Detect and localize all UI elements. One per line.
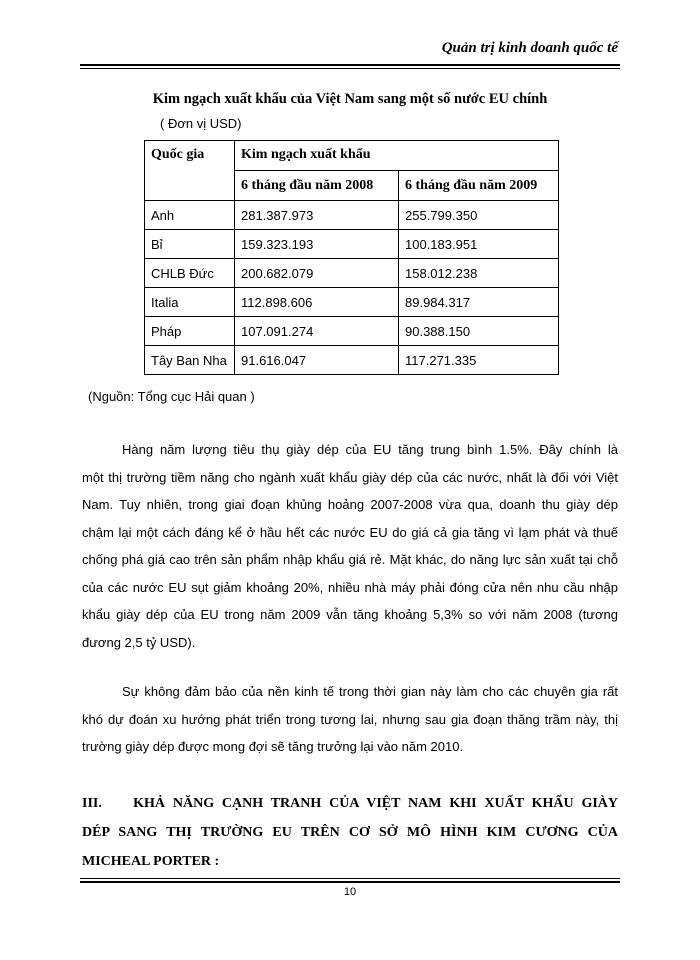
body-paragraph <box>82 678 618 761</box>
table-row <box>145 201 559 230</box>
header-rule-thin <box>80 68 620 69</box>
section-heading <box>82 789 618 876</box>
cell-country: Italia <box>145 288 235 317</box>
footer-rule <box>80 881 620 883</box>
paragraph-line: đương 2,5 tỷ USD). <box>82 634 196 650</box>
table-row <box>145 346 559 375</box>
header-2008: 6 tháng đầu năm 2008 <box>235 171 399 201</box>
cell-2009: 255.799.350 <box>399 201 559 230</box>
cell-country: CHLB Đức <box>145 259 235 288</box>
header-rule <box>80 64 620 66</box>
header-export-value: Kim ngạch xuất khẩu <box>235 141 559 171</box>
cell-2008: 112.898.606 <box>235 288 399 317</box>
cell-country: Bỉ <box>145 230 235 259</box>
cell-country: Pháp <box>145 317 235 346</box>
cell-country: Anh <box>145 201 235 230</box>
header-country: Quốc gia <box>145 141 235 201</box>
cell-2009: 90.388.150 <box>399 317 559 346</box>
running-header: Quản trị kinh doanh quốc tế <box>441 40 618 56</box>
header-2009: 6 tháng đầu năm 2009 <box>399 171 559 201</box>
paragraph-line: một thị trường tiềm năng cho ngành xuất khẩu giày dép của các nước, nhất là đối với Việt <box>82 469 618 485</box>
paragraph-line: chậm lại một cách đáng kể ở hầu hết các nước EU do giá cả gia tăng vì lạm phát và thuế <box>82 524 618 540</box>
cell-2009: 100.183.951 <box>399 230 559 259</box>
footer-rule-thin <box>80 878 620 879</box>
table-title: Kim ngạch xuất khẩu của Việt Nam sang một số nước EU chính <box>152 91 548 107</box>
paragraph-line: Nam. Tuy nhiên, trong giai đoạn khủng hoảng 2007-2008 vừa qua, doanh thu giày dép <box>82 497 618 512</box>
unit-note: ( Đơn vị USD) <box>160 116 242 131</box>
cell-2009: 158.012.238 <box>399 259 559 288</box>
cell-2008: 107.091.274 <box>235 317 399 346</box>
paragraph-line: Hàng năm lượng tiêu thụ giày dép của EU tăng trung bình 1.5%. Đây chính là <box>122 442 618 457</box>
paragraph-line: của các nước EU sụt giảm khoảng 20%, nhiều nhà máy phải đóng cửa nên nhu cầu nhập <box>82 579 618 595</box>
cell-2008: 281.387.973 <box>235 201 399 230</box>
paragraph-line: chống phá giá cao trên sản phẩm nhập khẩu giá rẻ. Mặt khác, do năng lực sản xuất tại chỗ <box>82 552 618 567</box>
table-row <box>145 230 559 259</box>
source-note: (Nguồn: Tổng cục Hải quan ) <box>88 389 255 404</box>
heading-line: III. KHẢ NĂNG CẠNH TRANH CỦA VIỆT NAM KHI XUẤT KHẨU GIÀY <box>82 796 618 811</box>
cell-2009: 117.271.335 <box>399 346 559 375</box>
cell-2008: 159.323.193 <box>235 230 399 259</box>
paragraph-line: Sự không đảm bảo của nền kinh tế trong thời gian này làm cho các chuyên gia rất <box>122 684 618 699</box>
body-paragraph <box>82 436 618 656</box>
cell-2009: 89.984.317 <box>399 288 559 317</box>
table-row <box>145 259 559 288</box>
paragraph-line: khó dự đoán xu hướng phát triển trong tương lai, nhưng sau gia đoạn thăng trầm này, thị <box>82 711 618 727</box>
cell-country: Tây Ban Nha <box>145 346 235 375</box>
cell-2008: 200.682.079 <box>235 259 399 288</box>
table-row <box>145 288 559 317</box>
table-row <box>145 317 559 346</box>
paragraph-line: khẩu giày dép của EU trong năm 2009 vẫn tăng khoảng 5,3% so với năm 2008 (tương <box>82 607 618 622</box>
paragraph-line: trường giày dép được mong đợi sẽ tăng trưởng lại vào năm 2010. <box>82 739 464 754</box>
page-number: 10 <box>343 886 357 898</box>
cell-2008: 91.616.047 <box>235 346 399 375</box>
heading-line: MICHEAL PORTER : <box>82 854 220 869</box>
export-table <box>144 140 559 375</box>
heading-line: DÉP SANG THỊ TRƯỜNG EU TRÊN CƠ SỞ MÔ HÌNH KIM CƯƠNG CỦA <box>82 825 618 840</box>
